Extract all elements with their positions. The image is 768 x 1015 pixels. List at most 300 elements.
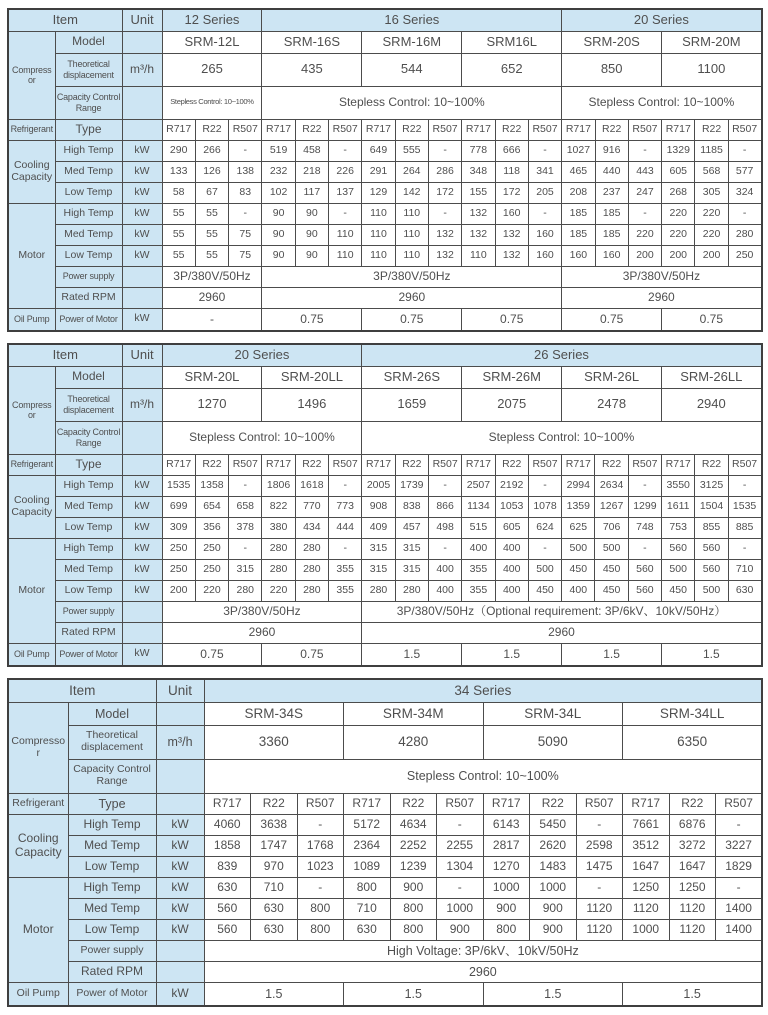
value-cell: SRM16L <box>462 31 562 53</box>
value-cell: 1.5 <box>462 643 562 666</box>
table-row <box>8 287 762 308</box>
label-cell: Rated RPM <box>55 287 122 308</box>
value-cell: R507 <box>716 793 763 814</box>
value-cell: 90 <box>295 245 328 266</box>
value-cell: SRM-34S <box>204 702 344 725</box>
value-cell: 1611 <box>662 496 695 517</box>
value-cell: 220 <box>662 224 695 245</box>
label-cell: Item <box>8 9 122 31</box>
value-cell: R717 <box>362 454 395 475</box>
label-cell: Unit <box>156 679 204 702</box>
value-cell: 110 <box>462 245 495 266</box>
value-cell: R717 <box>562 454 595 475</box>
value-cell: SRM-12L <box>162 31 262 53</box>
label-cell: kW <box>122 538 162 559</box>
value-cell: 770 <box>295 496 328 517</box>
label-cell: Model <box>55 366 122 388</box>
value-cell: R717 <box>262 119 295 140</box>
value-cell: - <box>428 140 461 161</box>
label-cell: High Temp <box>55 140 122 161</box>
value-cell: 3512 <box>623 835 670 856</box>
label-cell: Motor <box>8 877 68 982</box>
value-cell: R717 <box>262 454 295 475</box>
value-cell: 885 <box>728 517 761 538</box>
value-cell: 55 <box>195 224 228 245</box>
value-cell: 2620 <box>530 835 577 856</box>
value-cell: SRM-16S <box>262 31 362 53</box>
value-cell: 7661 <box>623 814 670 835</box>
label-cell: Low Temp <box>55 182 122 203</box>
value-cell: R22 <box>295 119 328 140</box>
table-row <box>8 454 762 475</box>
value-cell: - <box>229 538 262 559</box>
label-cell: High Temp <box>68 814 156 835</box>
value-cell: 291 <box>362 161 395 182</box>
value-cell: R717 <box>162 119 195 140</box>
value-cell: 355 <box>329 559 362 580</box>
value-cell: 315 <box>395 559 428 580</box>
label-cell: Type <box>68 793 156 814</box>
value-cell: 232 <box>262 161 295 182</box>
spec-table-series-34 <box>7 678 763 1007</box>
value-cell: R717 <box>462 119 495 140</box>
value-cell: 110 <box>362 203 395 224</box>
value-cell: 866 <box>428 496 461 517</box>
value-cell: R717 <box>462 454 495 475</box>
value-cell: 1270 <box>483 856 530 877</box>
table-row <box>8 702 762 725</box>
value-cell: 0.75 <box>562 308 662 331</box>
value-cell: 1647 <box>623 856 670 877</box>
value-cell: 185 <box>562 224 595 245</box>
label-cell: 34 Series <box>204 679 762 702</box>
value-cell: 133 <box>162 161 195 182</box>
value-cell: R22 <box>530 793 577 814</box>
value-cell: 605 <box>495 517 528 538</box>
table-row <box>8 919 762 940</box>
value-cell: 1475 <box>576 856 623 877</box>
value-cell: 280 <box>295 559 328 580</box>
label-cell <box>122 622 162 643</box>
value-cell: 800 <box>297 898 344 919</box>
value-cell: 280 <box>295 538 328 559</box>
value-cell: 800 <box>390 919 437 940</box>
value-cell: 577 <box>728 161 761 182</box>
value-cell: 4060 <box>204 814 251 835</box>
value-cell: 544 <box>362 53 462 86</box>
value-cell: 348 <box>462 161 495 182</box>
value-cell: 185 <box>595 224 628 245</box>
label-cell: Oil Pump <box>8 643 55 666</box>
label-cell: High Temp <box>55 475 122 496</box>
value-cell: 137 <box>329 182 362 203</box>
table-row <box>8 559 762 580</box>
label-cell: Capacity Control Range <box>68 759 156 793</box>
label-cell: Refrigerant <box>8 454 55 475</box>
value-cell: 309 <box>162 517 195 538</box>
label-cell: Item <box>8 679 156 702</box>
value-cell: 218 <box>295 161 328 182</box>
label-cell: Med Temp <box>55 161 122 182</box>
value-cell: - <box>628 140 661 161</box>
value-cell: SRM-26S <box>362 366 462 388</box>
value-cell: - <box>716 814 763 835</box>
label-cell <box>122 421 162 454</box>
value-cell: 710 <box>728 559 761 580</box>
table-row <box>8 517 762 538</box>
label-cell: Rated RPM <box>68 961 156 982</box>
value-cell: R507 <box>437 793 484 814</box>
label-cell: Rated RPM <box>55 622 122 643</box>
value-cell: 220 <box>262 580 295 601</box>
value-cell: R22 <box>695 454 728 475</box>
value-cell: 0.75 <box>362 308 462 331</box>
label-cell <box>156 793 204 814</box>
table-row <box>8 86 762 119</box>
value-cell: 6876 <box>669 814 716 835</box>
spec-table-series-12-16-20 <box>7 8 763 332</box>
value-cell: 1829 <box>716 856 763 877</box>
value-cell: 5172 <box>344 814 391 835</box>
value-cell: 1647 <box>669 856 716 877</box>
value-cell: 266 <box>195 140 228 161</box>
value-cell: 208 <box>562 182 595 203</box>
table-row <box>8 140 762 161</box>
value-cell: 400 <box>428 559 461 580</box>
value-cell: 1358 <box>195 475 228 496</box>
value-cell: - <box>576 877 623 898</box>
value-cell: 341 <box>528 161 561 182</box>
value-cell: 110 <box>329 245 362 266</box>
table-row <box>8 266 762 287</box>
table-row <box>8 580 762 601</box>
value-cell: 1100 <box>662 53 762 86</box>
value-cell: 916 <box>595 140 628 161</box>
label-cell: Med Temp <box>55 224 122 245</box>
value-cell: - <box>329 475 362 496</box>
label-cell: Oil Pump <box>8 982 68 1006</box>
value-cell: 630 <box>204 877 251 898</box>
value-cell: 380 <box>262 517 295 538</box>
value-cell: 3360 <box>204 725 344 759</box>
table-row <box>8 725 762 759</box>
value-cell: 315 <box>362 559 395 580</box>
value-cell: 630 <box>251 919 298 940</box>
value-cell: 710 <box>251 877 298 898</box>
value-cell: R22 <box>595 454 628 475</box>
value-cell: 1120 <box>669 898 716 919</box>
value-cell: 160 <box>495 203 528 224</box>
value-cell: - <box>329 203 362 224</box>
value-cell: 778 <box>462 140 495 161</box>
label-cell: kW <box>122 203 162 224</box>
label-cell: kW <box>122 245 162 266</box>
value-cell: 250 <box>195 538 228 559</box>
value-cell: 500 <box>562 538 595 559</box>
table-row <box>8 245 762 266</box>
value-cell: 132 <box>495 245 528 266</box>
value-cell: 1027 <box>562 140 595 161</box>
value-cell: - <box>329 538 362 559</box>
value-cell: 498 <box>428 517 461 538</box>
value-cell: 305 <box>695 182 728 203</box>
value-cell: 90 <box>295 224 328 245</box>
value-cell: 5450 <box>530 814 577 835</box>
label-cell: kW <box>156 814 204 835</box>
value-cell: 160 <box>528 224 561 245</box>
value-cell: 355 <box>329 580 362 601</box>
value-cell: 2192 <box>495 475 528 496</box>
value-cell: 0.75 <box>162 643 262 666</box>
table-row <box>8 31 762 53</box>
value-cell: 450 <box>528 580 561 601</box>
table-row <box>8 940 762 961</box>
value-cell: 3P/380V/50Hz <box>162 601 362 622</box>
value-cell: 444 <box>329 517 362 538</box>
value-cell: 280 <box>728 224 761 245</box>
value-cell: 0.75 <box>662 308 762 331</box>
value-cell: 2817 <box>483 835 530 856</box>
label-cell: m³/h <box>122 388 162 421</box>
value-cell: - <box>528 475 561 496</box>
value-cell: 1535 <box>162 475 195 496</box>
label-cell: kW <box>156 898 204 919</box>
value-cell: 185 <box>595 203 628 224</box>
table-row <box>8 53 762 86</box>
value-cell: 400 <box>462 538 495 559</box>
value-cell: 2940 <box>662 388 762 421</box>
value-cell: 110 <box>329 224 362 245</box>
value-cell: 900 <box>483 898 530 919</box>
value-cell: 1053 <box>495 496 528 517</box>
label-cell: Med Temp <box>68 835 156 856</box>
value-cell: 800 <box>297 919 344 940</box>
value-cell: 748 <box>628 517 661 538</box>
value-cell: 200 <box>662 245 695 266</box>
value-cell: 450 <box>595 580 628 601</box>
label-cell: Low Temp <box>68 856 156 877</box>
value-cell: 900 <box>390 877 437 898</box>
value-cell: 773 <box>329 496 362 517</box>
value-cell: R22 <box>390 793 437 814</box>
value-cell: 160 <box>528 245 561 266</box>
value-cell: 185 <box>562 203 595 224</box>
value-cell: Stepless Control: 10~100% <box>204 759 762 793</box>
value-cell: 280 <box>262 559 295 580</box>
label-cell: Power supply <box>55 266 122 287</box>
value-cell: 132 <box>428 224 461 245</box>
label-cell <box>122 366 162 388</box>
value-cell: 355 <box>462 580 495 601</box>
value-cell: 4634 <box>390 814 437 835</box>
value-cell: SRM-16M <box>362 31 462 53</box>
value-cell: 658 <box>229 496 262 517</box>
value-cell: R22 <box>395 119 428 140</box>
value-cell: 132 <box>462 224 495 245</box>
value-cell: 1.5 <box>562 643 662 666</box>
value-cell: 2960 <box>262 287 562 308</box>
value-cell: 315 <box>229 559 262 580</box>
value-cell: 450 <box>662 580 695 601</box>
label-cell: kW <box>156 919 204 940</box>
value-cell: - <box>437 814 484 835</box>
value-cell: - <box>297 814 344 835</box>
value-cell: 568 <box>695 161 728 182</box>
value-cell: SRM-26L <box>562 366 662 388</box>
value-cell: 519 <box>262 140 295 161</box>
value-cell: 900 <box>530 898 577 919</box>
value-cell: 1000 <box>530 877 577 898</box>
value-cell: 1.5 <box>662 643 762 666</box>
label-cell <box>156 940 204 961</box>
value-cell: 2075 <box>462 388 562 421</box>
value-cell: 110 <box>395 203 428 224</box>
value-cell: 1747 <box>251 835 298 856</box>
value-cell: 443 <box>628 161 661 182</box>
label-cell: kW <box>122 475 162 496</box>
label-cell: Theoretical displacement <box>55 388 122 421</box>
value-cell: 264 <box>395 161 428 182</box>
value-cell: 1.5 <box>204 982 344 1006</box>
value-cell: R717 <box>344 793 391 814</box>
table-row <box>8 366 762 388</box>
label-cell: Low Temp <box>68 919 156 940</box>
table-row <box>8 898 762 919</box>
value-cell: 753 <box>662 517 695 538</box>
label-cell: Cooling Capacity <box>8 140 55 203</box>
value-cell: 1270 <box>162 388 262 421</box>
label-cell: Med Temp <box>55 559 122 580</box>
value-cell: 132 <box>462 203 495 224</box>
label-cell: kW <box>122 182 162 203</box>
value-cell: 265 <box>162 53 262 86</box>
label-cell: Motor <box>8 203 55 308</box>
value-cell: - <box>728 538 761 559</box>
label-cell: kW <box>122 517 162 538</box>
value-cell: 400 <box>495 538 528 559</box>
label-cell: Power of Motor <box>55 643 122 666</box>
label-cell: kW <box>122 643 162 666</box>
value-cell: 160 <box>562 245 595 266</box>
value-cell: 630 <box>728 580 761 601</box>
value-cell: 3P/380V/50Hz <box>162 266 262 287</box>
value-cell: 457 <box>395 517 428 538</box>
value-cell: 2364 <box>344 835 391 856</box>
label-cell <box>122 454 162 475</box>
value-cell: R507 <box>628 119 661 140</box>
value-cell: 2960 <box>204 961 762 982</box>
value-cell: 90 <box>262 245 295 266</box>
label-cell: m³/h <box>156 725 204 759</box>
label-cell: kW <box>122 161 162 182</box>
value-cell: 1400 <box>716 919 763 940</box>
table-row <box>8 982 762 1006</box>
value-cell: 117 <box>295 182 328 203</box>
label-cell: Unit <box>122 344 162 366</box>
table-row <box>8 388 762 421</box>
value-cell: 172 <box>495 182 528 203</box>
value-cell: 3638 <box>251 814 298 835</box>
value-cell: 200 <box>162 580 195 601</box>
value-cell: SRM-26LL <box>662 366 762 388</box>
value-cell: 280 <box>262 538 295 559</box>
label-cell: Low Temp <box>55 517 122 538</box>
value-cell: 1023 <box>297 856 344 877</box>
value-cell: 247 <box>628 182 661 203</box>
value-cell: 280 <box>229 580 262 601</box>
label-cell: Oil Pump <box>8 308 55 331</box>
table-row <box>8 475 762 496</box>
value-cell: 90 <box>295 203 328 224</box>
value-cell: 560 <box>628 580 661 601</box>
label-cell: Compressor <box>8 31 55 119</box>
value-cell: 226 <box>329 161 362 182</box>
value-cell: 630 <box>344 919 391 940</box>
value-cell: 1618 <box>295 475 328 496</box>
label-cell: kW <box>122 580 162 601</box>
label-cell: High Temp <box>68 877 156 898</box>
label-cell: Power of Motor <box>68 982 156 1006</box>
value-cell: - <box>628 203 661 224</box>
value-cell: 450 <box>562 559 595 580</box>
value-cell: 378 <box>229 517 262 538</box>
value-cell: SRM-34L <box>483 702 623 725</box>
value-cell: 55 <box>195 245 228 266</box>
value-cell: - <box>728 140 761 161</box>
value-cell: 3550 <box>662 475 695 496</box>
label-cell: kW <box>156 877 204 898</box>
value-cell: 280 <box>362 580 395 601</box>
value-cell: R507 <box>297 793 344 814</box>
value-cell: 560 <box>204 919 251 940</box>
value-cell: - <box>437 877 484 898</box>
value-cell: 280 <box>295 580 328 601</box>
label-cell: Med Temp <box>55 496 122 517</box>
value-cell: 160 <box>595 245 628 266</box>
table-row <box>8 538 762 559</box>
value-cell: 1806 <box>262 475 295 496</box>
value-cell: 1239 <box>390 856 437 877</box>
value-cell: - <box>728 475 761 496</box>
value-cell: R507 <box>229 119 262 140</box>
label-cell: Cooling Capacity <box>8 814 68 877</box>
value-cell: 2478 <box>562 388 662 421</box>
label-cell: Compressor <box>8 702 68 793</box>
value-cell: 1000 <box>437 898 484 919</box>
value-cell: 1.5 <box>483 982 623 1006</box>
label-cell: 26 Series <box>362 344 762 366</box>
value-cell: 250 <box>195 559 228 580</box>
label-cell: kW <box>156 835 204 856</box>
label-cell: Capacity Control Range <box>55 421 122 454</box>
value-cell: R717 <box>362 119 395 140</box>
value-cell: 654 <box>195 496 228 517</box>
value-cell: High Voltage: 3P/6kV、10kV/50Hz <box>204 940 762 961</box>
value-cell: 1299 <box>628 496 661 517</box>
value-cell: - <box>229 203 262 224</box>
value-cell: 500 <box>595 538 628 559</box>
value-cell: 155 <box>462 182 495 203</box>
table-row <box>8 203 762 224</box>
value-cell: 800 <box>344 877 391 898</box>
value-cell: R22 <box>395 454 428 475</box>
value-cell: R22 <box>495 454 528 475</box>
value-cell: 90 <box>262 203 295 224</box>
value-cell: - <box>716 877 763 898</box>
value-cell: - <box>628 475 661 496</box>
table-row <box>8 856 762 877</box>
value-cell: 1078 <box>528 496 561 517</box>
